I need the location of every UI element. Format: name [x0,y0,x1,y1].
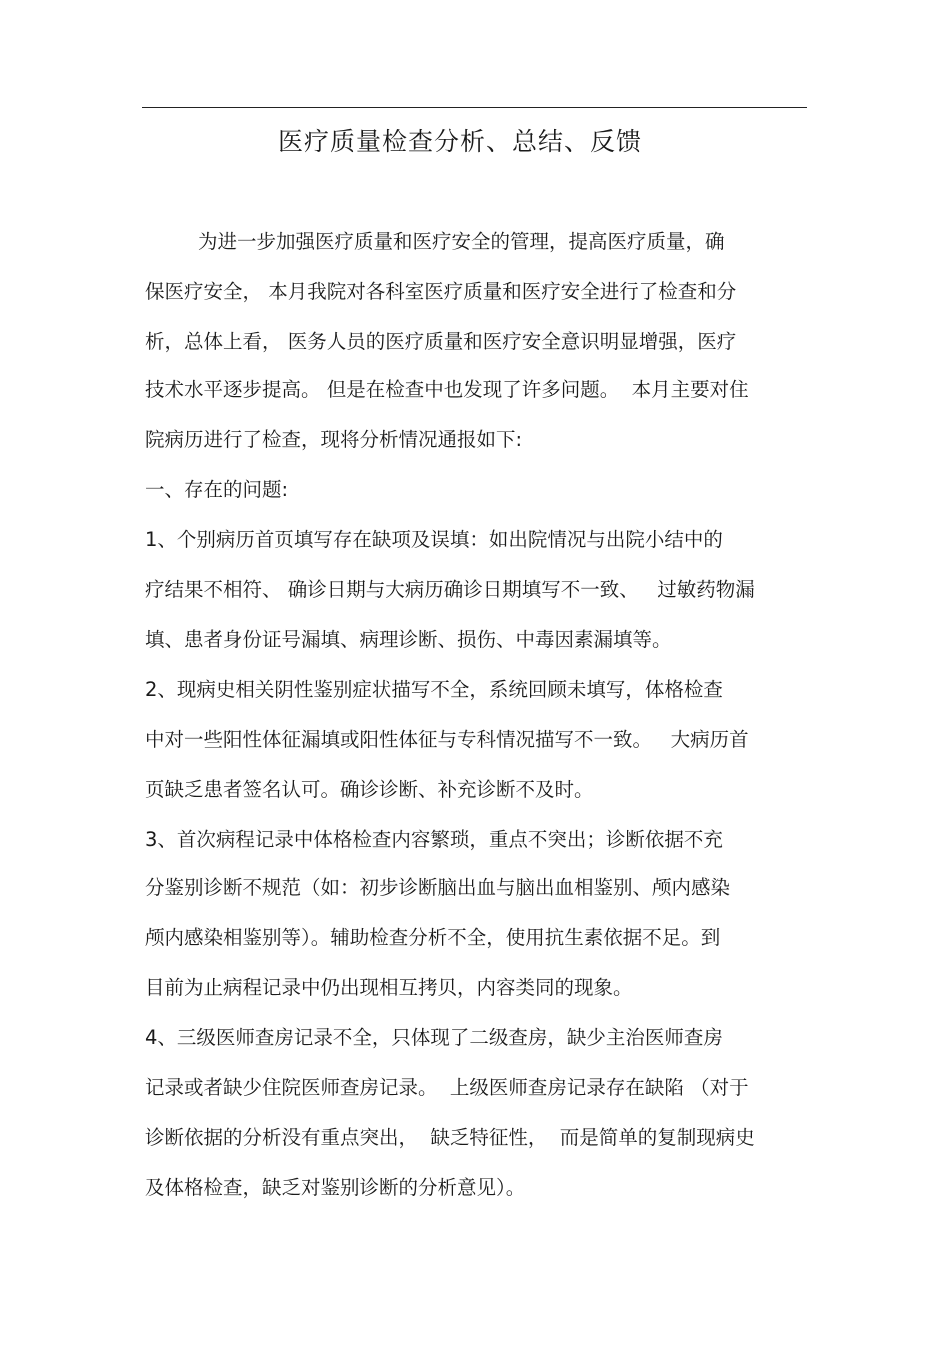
paragraph-line: 1、个别病历首页填写存在缺项及误填：如出院情况与出院小结中的 [145,528,723,551]
paragraph-line: 2、现病史相关阴性鉴别症状描写不全，系统回顾未填写，体格检查 [145,678,723,701]
paragraph-line: 为进一步加强医疗质量和医疗安全的管理，提高医疗质量，确 [198,230,725,253]
paragraph-line: 诊断依据的分析没有重点突出， 缺乏特征性， 而是简单的复制现病史 [145,1126,755,1149]
document-title: 医疗质量检查分析、总结、反馈 [277,127,642,156]
paragraph-line: 及体格检查，缺乏对鉴别诊断的分析意见）。 [145,1176,526,1199]
paragraph-line: 页缺乏患者签名认可。确诊诊断、补充诊断不及时。 [145,778,594,801]
header-rule [142,107,807,108]
paragraph-line: 分鉴别诊断不规范（如：初步诊断脑出血与脑出血相鉴别、颅内感染 [145,876,731,899]
section-heading: 一、存在的问题: [145,478,289,501]
paragraph-line: 院病历进行了检查，现将分析情况通报如下: [145,428,523,451]
paragraph-line: 疗结果不相符、 确诊日期与大病历确诊日期填写不一致、 过敏药物漏 [145,578,755,601]
paragraph-line: 颅内感染相鉴别等）。辅助检查分析不全，使用抗生素依据不足。到 [145,926,721,949]
paragraph-line: 目前为止病程记录中仍出现相互拷贝，内容类同的现象。 [145,976,633,999]
paragraph-line: 保医疗安全， 本月我院对各科室医疗质量和医疗安全进行了检查和分 [145,280,737,303]
paragraph-line: 4、三级医师查房记录不全，只体现了二级查房，缺少主治医师查房 [145,1026,723,1049]
paragraph-line: 3、首次病程记录中体格检查内容繁琐，重点不突出；诊断依据不充 [145,828,723,851]
paragraph-line: 记录或者缺少住院医师查房记录。 上级医师查房记录存在缺陷 （对于 [145,1076,749,1099]
paragraph-line: 技术水平逐步提高。 但是在检查中也发现了许多问题。 本月主要对住 [145,378,749,401]
paragraph-line: 中对一些阳性体征漏填或阳性体征与专科情况描写不一致。 大病历首 [145,728,749,751]
paragraph-line: 析，总体上看， 医务人员的医疗质量和医疗安全意识明显增强，医疗 [145,330,737,353]
paragraph-line: 填、患者身份证号漏填、病理诊断、损伤、中毒因素漏填等。 [145,628,672,651]
